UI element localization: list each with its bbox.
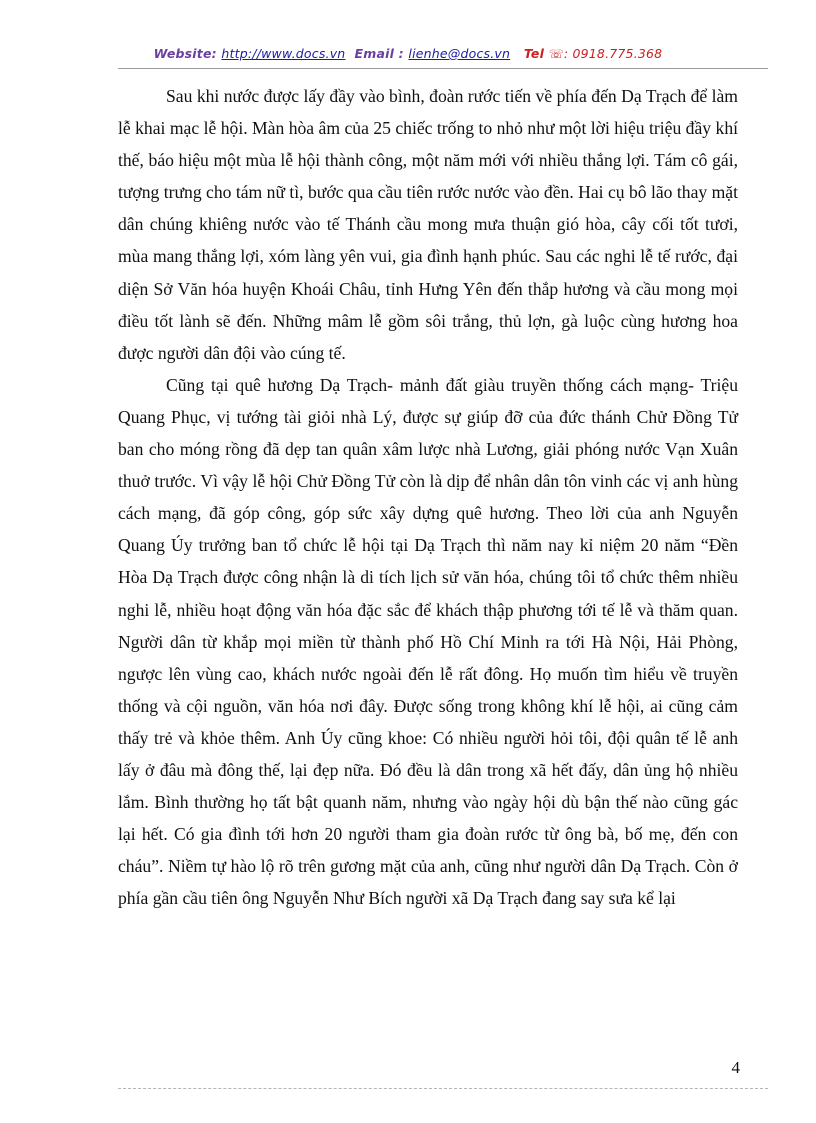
email-label: Email : [354, 46, 404, 61]
document-body [118, 80, 738, 914]
paragraph: Cũng tại quê hương Dạ Trạch- mảnh đất giàu truyền thống cách mạng- Triệu Quang Phục, vị tướng tài giỏi nhà Lý, được sự giúp đỡ của đức thánh Chử Đồng Tử ban cho móng rồng đã dẹp tan quân xâm lược nhà Lương, giải phóng nước Vạn Xuân thuở trước. Vì vậy lễ hội Chử Đồng Tử còn là dịp để nhân dân tôn vinh các vị anh hùng cách mạng, đã góp công, góp sức xây dựng quê hương. Theo lời của anh Nguyễn Quang Úy trưởng ban tổ chức lễ hội tại Dạ Trạch thì năm nay kỉ niệm 20 năm “Đền Hòa Dạ Trạch được công nhận là di tích lịch sử văn hóa, chúng tôi tổ chức thêm nhiều nghi lễ, nhiều hoạt động văn hóa đặc sắc để khách thập phương tới tế lễ và thăm quan. Người dân từ khắp mọi miền từ thành phố Hồ Chí Minh ra tới Hà Nội, Hải Phòng, ngược lên vùng cao, khách nước ngoài đến lễ rất đông. Họ muốn tìm hiểu về truyền thống và cội nguồn, văn hóa nơi đây. Được sống trong không khí lễ hội, ai cũng cảm thấy trẻ và khỏe thêm. Anh Úy cũng khoe: Có nhiều người hỏi tôi, đội quân tế lễ anh lấy ở đâu mà đông thế, lại đẹp nữa. Đó đều là dân trong xã hết đấy, dân ủng hộ nhiều lắm. Bình thường họ tất bật quanh năm, nhưng vào ngày hội dù bận thế nào cũng gác lại hết. Có gia đình tới hơn 20 người tham gia đoàn rước từ ông bà, bố mẹ, đến con cháu”. Niềm tự hào lộ rõ trên gương mặt của anh, cũng như người dân Dạ Trạch. Còn ở phía gần cầu tiên ông Nguyễn Như Bích người xã Dạ Trạch đang say sưa kể lại [118, 374, 738, 909]
tel-label: Tel [523, 46, 545, 61]
email-link[interactable]: lienhe@docs.vn [408, 46, 511, 61]
page-number: 4 [731, 1058, 740, 1077]
website-link[interactable]: http://www.docs.vn [221, 46, 346, 61]
phone-number: : 0918.775.368 [563, 46, 663, 61]
paragraph: Sau khi nước được lấy đầy vào bình, đoàn rước tiến về phía đến Dạ Trạch để làm lễ khai mạc lễ hội. Màn hòa âm của 25 chiếc trống to nhỏ như một lời hiệu triệu đầy khí thế, báo hiệu một mùa lễ hội thành công, một năm mới với nhiều thắng lợi. Tám cô gái, tượng trưng cho tám nữ tì, bước qua cầu tiên rước nước vào đền. Hai cụ bô lão thay mặt dân chúng khiêng nước vào tế Thánh cầu mong mưa thuận gió hòa, cây cối tốt tươi, mùa mang thắng lợi, xóm làng yên vui, gia đình hạnh phúc. Sau các nghi lễ tế rước, đại diện Sở Văn hóa huyện Khoái Châu, tỉnh Hưng Yên đến thắp hương và cầu mong mọi điều tốt lành sẽ đến. Những mâm lễ gồm sôi trắng, thủ lợn, gà luộc cùng hương hoa được người dân đội vào cúng tế. [118, 86, 738, 363]
page-header [0, 46, 816, 61]
phone-icon: ☏ [548, 47, 564, 61]
footer-divider [118, 1088, 768, 1089]
website-label: Website: [153, 46, 217, 61]
header-divider [118, 68, 768, 69]
